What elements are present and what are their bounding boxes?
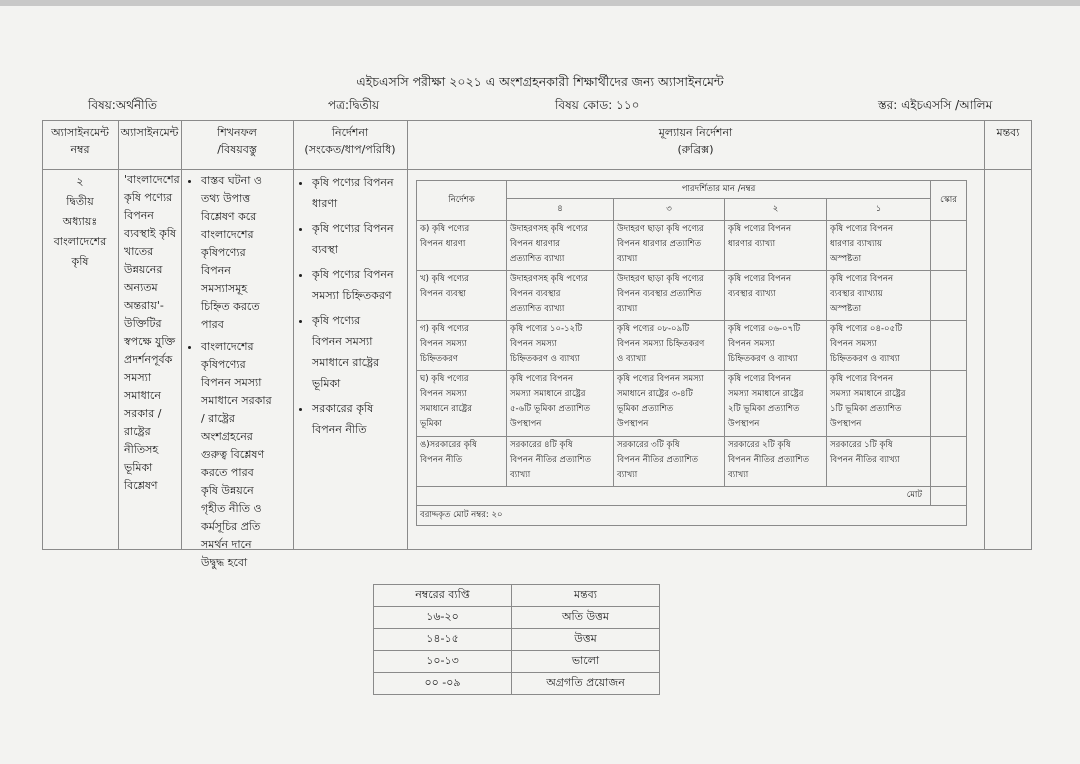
instruction-item: • কৃষি পণ্যের বিপনন ব্যবস্থা	[312, 218, 407, 260]
score-cell	[931, 437, 967, 487]
grade-row: ১৪-১৫ উত্তম	[374, 629, 660, 651]
instruction-item: • কৃষি পণ্যের বিপনন ধারণা	[312, 172, 407, 214]
assignment-number-cell: ২ দ্বিতীয় অধ্যায়ঃ বাংলাদেশের কৃষি	[53, 175, 107, 268]
header-divider	[42, 169, 1032, 170]
level-4: ৪	[507, 199, 614, 221]
rubric-row: ঙ)সরকারের কৃষি বিপনন নীতি সরকারের ৪টি কৃষি বিপনন নীতির প্রত্যাশিত ব্যাখ্যা সরকারের ৩টি কৃষি বিপনন নীতির প্রত্যাশিত ব্যাখ্যা সরকারের ২টি কৃষি বিপনন নীতির প্রত্যাশিত ব্যাখ্যা সরকারের ১টি কৃষি বিপনন নীতির ব্যাখ্যা	[417, 437, 967, 487]
header-learning-outcome: শিখনফল /বিষয়বস্তু	[217, 126, 257, 156]
level-2: ২	[725, 199, 827, 221]
subject-label: বিষয়:অর্থনীতি	[88, 98, 158, 112]
rubric-row: গ) কৃষি পণ্যের বিপনন সমস্যা চিহ্নিতকরণ কৃষি পণ্যের ১০-১২টি বিপনন সমস্যা চিহ্নিতকরণ ও ব্যাখ্যা কৃষি পণ্যের ০৮-০৯টি বিপনন সমস্যা চিহ্নিতকরণ ও ব্যাখ্যা কৃষি পণ্যের ০৬-০৭টি বিপনন সমস্যা চিহ্নিতকরণ ও ব্যাখ্যা কৃষি পণ্যের ০৪-০৫টি বিপনন সমস্যা চিহ্নিতকরণ ও ব্যাখ্যা	[417, 321, 967, 371]
paper-label: পত্র:দ্বিতীয়	[328, 98, 380, 112]
scan-edge	[0, 0, 1080, 6]
rubric-row: ঘ) কৃষি পণ্যের বিপনন সমস্যা সমাধানে রাষ্ট্রের ভূমিকা কৃষি পণ্যের বিপনন সমস্যা সমাধানে রাষ্ট্রের ৫-৬টি ভূমিকা প্রত্যাশিত উপস্থাপন কৃষি পণ্যের বিপনন সমস্যা সমাধানে রাষ্ট্রের ৩-৪টি ভূমিকা প্রত্যাশিত উপস্থাপন কৃষি পণ্যের বিপনন সমস্যা সমাধানে রাষ্ট্রের ২টি ভূমিকা প্রত্যাশিত উপস্থাপন কৃষি পণ্যের বিপনন সমস্যা সমাধানে রাষ্ট্রের ১টি ভূমিকা প্রত্যাশিত উপস্থাপন	[417, 371, 967, 437]
level-1: ১	[827, 199, 931, 221]
header-assignment-number: অ্যাসাইনমেন্ট নম্বর	[51, 126, 109, 156]
col-divider	[181, 120, 182, 550]
header-instructions: নির্দেশনা (সংকেত/ধাপ/পরিধি)	[304, 126, 396, 156]
rubric-row: খ) কৃষি পণ্যের বিপনন ব্যবস্থা উদাহরণসহ কৃষি পণ্যের বিপনন ব্যবস্থার প্রত্যাশিত ব্যাখ্যা উদাহরণ ছাড়া কৃষি পণ্যের বিপনন ব্যবস্থার প্রত্যাশিত ব্যাখ্যা কৃষি পণ্যের বিপনন ব্যবস্থার ব্যাখ্যা কৃষি পণ্যের বিপনন ব্যবস্থার ব্যাখ্যায় অস্পষ্টতা	[417, 271, 967, 321]
learning-item: • বাংলাদেশের কৃষিপণ্যের বিপনন সমস্যা সমাধানে সরকার / রাষ্ট্রের অংশগ্রহনের গুরুত্ব বিশ্লেষণ করতে পারব কৃষি উন্নয়নে গৃহীত নীতি ও কর্মসূচির প্রতি সমর্থন দানে উদ্বুদ্ধ হবো	[201, 338, 292, 572]
header-remarks: মন্তব্য	[996, 126, 1020, 139]
learning-outcome-cell	[186, 172, 292, 576]
assignment-text-cell: 'বাংলাদেশের কৃষি পণ্যের বিপনন ব্যবস্থাই কৃষি খাতের উন্নয়নের অন্যতম অন্তরায়'- উক্তিটির স্বপক্ষে যুক্তি প্রদর্শনপূর্বক সমস্যা সমাধানে সরকার / রাষ্ট্রের নীতিসহ ভূমিকা বিশ্লেষণ	[124, 173, 180, 492]
header-assessment: মূল্যায়ন নির্দেশনা (রুব্রিক্স)	[658, 126, 733, 156]
score-cell	[931, 321, 967, 371]
total-score-cell	[931, 487, 967, 506]
col-divider	[984, 120, 985, 550]
rubric-score-header: স্কোর	[931, 181, 967, 221]
grade-row: ১৬-২০ অতি উত্তম	[374, 607, 660, 629]
col-divider	[407, 120, 408, 550]
grade-remark-header: মন্তব্য	[512, 585, 660, 607]
page-title: এইচএসসি পরীক্ষা ২০২১ এ অংশগ্রহনকারী শিক্ষার্থীদের জন্য অ্যাসাইনমেন্ট	[356, 74, 724, 89]
instruction-item: • সরকারের কৃষি বিপনন নীতি	[312, 398, 407, 440]
instructions-cell	[297, 172, 407, 444]
header-assignment: অ্যাসাইনমেন্ট	[120, 126, 179, 139]
subject-code-label: বিষয় কোড: ১১০	[555, 98, 640, 112]
total-label: মোট	[417, 487, 931, 506]
rubric-levels-header: পারদর্শিতার মান /নম্বর	[507, 181, 931, 199]
col-divider	[118, 120, 119, 550]
rubric-table	[416, 180, 966, 524]
level-label: স্তর: এইচএসসি /আলিম	[878, 98, 993, 112]
grade-row: ০০ -০৯ অগ্রগতি প্রয়োজন	[374, 673, 660, 695]
score-cell	[931, 371, 967, 437]
level-3: ৩	[614, 199, 725, 221]
grade-row: ১০-১৩ ভালো	[374, 651, 660, 673]
rubric-criteria-header: নির্দেশক	[417, 181, 507, 221]
score-cell	[931, 271, 967, 321]
score-cell	[931, 221, 967, 271]
allotted-marks: বরাদ্দকৃত মোট নম্বর: ২০	[417, 506, 967, 526]
rubric-row: ক) কৃষি পণ্যের বিপনন ধারণা উদাহরণসহ কৃষি পণ্যের বিপনন ধারণার প্রত্যাশিত ব্যাখ্যা উদাহরণ ছাড়া কৃষি পণ্যের বিপনন ধারণার প্রত্যাশিত ব্যাখ্যা কৃষি পণ্যের বিপনন ধারণার ব্যাখ্যা কৃষি পণ্যের বিপনন ধারণার ব্যাখ্যায় অস্পষ্টতা	[417, 221, 967, 271]
grade-table	[373, 584, 659, 692]
instruction-item: • কৃষি পণ্যের বিপনন সমস্যা সমাধানে রাষ্ট্রের ভূমিকা	[312, 310, 407, 394]
learning-item: • বাস্তব ঘটনা ও তথ্য উপাত্ত বিশ্লেষণ করে বাংলাদেশের কৃষিপণ্যের বিপনন সমস্যাসমূহ চিহ্নিত করতে পারব	[201, 172, 292, 334]
col-divider	[293, 120, 294, 550]
grade-range-header: নম্বরের ব্যপ্তি	[374, 585, 512, 607]
instruction-item: • কৃষি পণ্যের বিপনন সমস্যা চিহ্নিতকরণ	[312, 264, 407, 306]
